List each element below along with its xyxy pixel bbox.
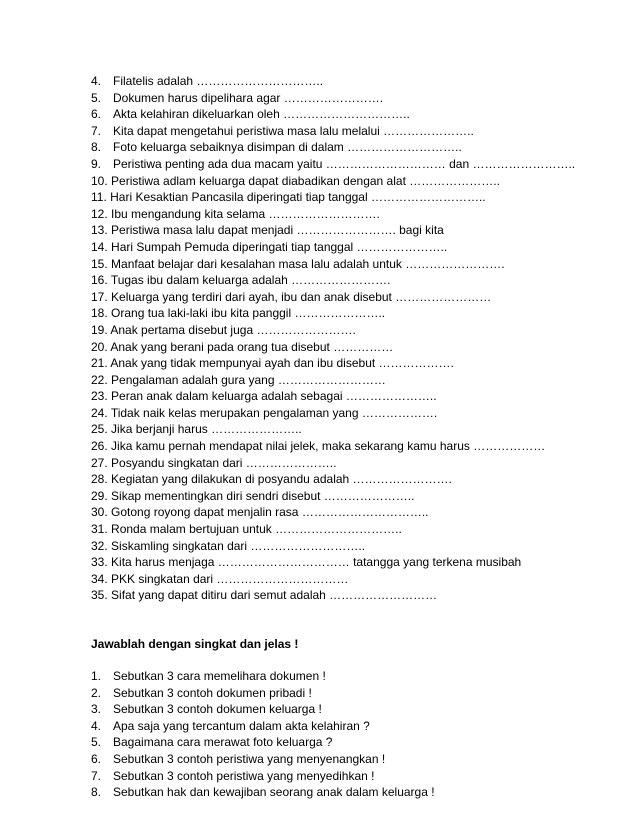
- item-number: 31.: [91, 522, 108, 537]
- fill-in-item: [91, 222, 621, 239]
- question-item: [91, 685, 621, 702]
- item-text: Filatelis adalah …………………………..: [113, 74, 324, 88]
- fill-in-item: [91, 438, 621, 455]
- item-text: Jika berjanji harus …………………..: [111, 422, 302, 437]
- question-item: [91, 768, 621, 785]
- item-number: 15.: [91, 256, 108, 271]
- item-number: 7.: [91, 768, 102, 783]
- fill-in-item: [91, 355, 621, 372]
- item-text: Peran anak dalam keluarga adalah sebagai …………………..: [111, 389, 437, 404]
- item-text: Siskamling singkatan dari ………………………..: [111, 538, 366, 553]
- item-number: 5.: [91, 90, 102, 105]
- item-text: Gotong royong dapat menjalin rasa …………………………..: [111, 505, 429, 520]
- fill-in-item: [91, 388, 621, 405]
- fill-in-item: [91, 189, 621, 206]
- item-number: 26.: [91, 439, 108, 454]
- fill-in-item: [91, 256, 621, 273]
- item-number: 22.: [91, 372, 108, 387]
- item-text: Sebutkan 3 contoh dokumen keluarga !: [113, 702, 322, 717]
- item-text: Manfaat belajar dari kesalahan masa lalu adalah untuk …………………….: [111, 256, 505, 271]
- item-number: 29.: [91, 488, 108, 503]
- item-number: 18.: [91, 306, 108, 321]
- item-number: 5.: [91, 735, 102, 750]
- item-text: Hari Sumpah Pemuda diperingati tiap tanggal …………………..: [111, 239, 448, 254]
- fill-in-item: [91, 471, 621, 488]
- item-text: Kegiatan yang dilakukan di posyandu adalah …………………….: [111, 472, 452, 487]
- item-text: Hari Kesaktian Pancasila diperingati tiap tanggal ………………………..: [110, 190, 486, 205]
- item-number: 33.: [91, 555, 108, 570]
- item-number: 4.: [91, 718, 102, 733]
- item-number: 35.: [91, 588, 108, 603]
- item-text: Jika kamu pernah mendapat nilai jelek, maka sekarang kamu harus ………………: [111, 439, 546, 454]
- item-number: 34.: [91, 571, 108, 586]
- item-text: Peristiwa adlam keluarga dapat diabadikan dengan alat …………………..: [111, 173, 500, 188]
- item-number: 20.: [91, 339, 108, 354]
- fill-in-item: [91, 90, 621, 107]
- item-number: 10.: [91, 173, 108, 188]
- item-text: Sebutkan hak dan kewajiban seorang anak dalam keluarga !: [113, 785, 435, 800]
- fill-in-item: [91, 272, 621, 289]
- fill-in-item: [91, 73, 621, 90]
- fill-in-item: [91, 239, 621, 256]
- fill-in-item: [91, 139, 621, 156]
- item-number: 32.: [91, 538, 108, 553]
- item-text: Tidak naik kelas merupakan pengalaman yang ……………….: [110, 405, 438, 420]
- fill-in-item: [91, 322, 621, 339]
- question-item: [91, 701, 621, 718]
- item-number: 12.: [91, 206, 108, 221]
- item-text: Peristiwa masa lalu dapat menjadi ……………………. bagi kita: [111, 223, 444, 238]
- item-text: Sebutkan 3 contoh dokumen pribadi !: [113, 685, 312, 700]
- fill-in-item: [91, 538, 621, 555]
- item-number: 6.: [91, 751, 102, 766]
- item-text: Sebutkan 3 contoh peristiwa yang menyedihkan !: [113, 768, 375, 783]
- item-number: 8.: [91, 140, 102, 155]
- item-number: 28.: [91, 472, 108, 487]
- worksheet: [91, 73, 621, 801]
- item-text: Sifat yang dapat ditiru dari semut adalah ………………………: [111, 588, 438, 603]
- fill-in-item: [91, 554, 621, 571]
- question-item: [91, 668, 621, 685]
- fill-in-item: [91, 405, 621, 422]
- item-text: Tugas ibu dalam keluarga adalah …………………….: [110, 273, 391, 288]
- item-number: 1.: [91, 669, 102, 683]
- fill-in-item: [91, 521, 621, 538]
- item-text: Orang tua laki-laki ibu kita panggil …………………..: [111, 306, 386, 321]
- item-text: Keluarga yang terdiri dari ayah, ibu dan anak disebut ……………………: [111, 289, 492, 304]
- question-item: [91, 718, 621, 735]
- item-number: 16.: [91, 273, 108, 288]
- item-number: 19.: [91, 322, 108, 337]
- question-item: [91, 784, 621, 801]
- item-text: Posyandu singkatan dari …………………..: [111, 455, 337, 470]
- item-text: Anak pertama disebut juga …………………….: [110, 322, 356, 337]
- item-number: 9.: [91, 156, 102, 171]
- item-text: Anak yang tidak mempunyai ayah dan ibu disebut ……………….: [110, 356, 454, 371]
- item-number: 14.: [91, 239, 108, 254]
- item-text: Anak yang berani pada orang tua disebut ……………: [110, 339, 394, 354]
- item-number: 24.: [91, 405, 108, 420]
- question-item: [91, 734, 621, 751]
- fill-in-item: [91, 372, 621, 389]
- item-number: 4.: [91, 74, 102, 88]
- item-number: 21.: [91, 356, 108, 371]
- item-text: Ronda malam bertujuan untuk …………………………..: [111, 522, 402, 537]
- fill-in-item: [91, 421, 621, 438]
- item-text: Peristiwa penting ada dua macam yaitu ………………………… dan ……………………..: [113, 156, 576, 171]
- fill-in-item: [91, 587, 621, 604]
- item-number: 27.: [91, 455, 108, 470]
- item-text: PKK singkatan dari ……………………………: [111, 571, 349, 586]
- fill-in-item: [91, 206, 621, 223]
- item-number: 8.: [91, 785, 102, 800]
- fill-in-item: [91, 156, 621, 173]
- item-number: 30.: [91, 505, 108, 520]
- fill-in-item: [91, 339, 621, 356]
- item-text: Apa saja yang tercantum dalam akta kelahiran ?: [113, 718, 370, 733]
- item-number: 25.: [91, 422, 108, 437]
- item-text: Sebutkan 3 contoh peristiwa yang menyenangkan !: [113, 751, 386, 766]
- fill-in-item: [91, 123, 621, 140]
- item-number: 7.: [91, 123, 102, 138]
- fill-in-item: [91, 571, 621, 588]
- item-number: 3.: [91, 702, 102, 717]
- item-text: Kita harus menjaga …………………………… tatangga yang terkena musibah: [111, 555, 522, 570]
- item-number: 2.: [91, 685, 102, 700]
- fill-in-item: [91, 488, 621, 505]
- item-text: Sebutkan 3 cara memelihara dokumen !: [113, 669, 326, 683]
- item-number: 6.: [91, 107, 102, 122]
- fill-in-item: [91, 289, 621, 306]
- item-text: Foto keluarga sebaiknya disimpan di dalam ………………………..: [113, 140, 462, 155]
- item-text: Sikap mementingkan diri sendri disebut …………………..: [111, 488, 415, 503]
- fill-in-item: [91, 173, 621, 190]
- question-item: [91, 751, 621, 768]
- item-number: 17.: [91, 289, 108, 304]
- item-text: Pengalaman adalah gura yang ………………………: [111, 372, 386, 387]
- item-text: Bagaimana cara merawat foto keluarga ?: [113, 735, 333, 750]
- item-text: Akta kelahiran dikeluarkan oleh …………………………..: [113, 107, 410, 122]
- item-number: 13.: [91, 223, 108, 238]
- item-text: Kita dapat mengetahui peristiwa masa lalu melalui …………………..: [113, 123, 474, 138]
- item-text: Dokumen harus dipelihara agar …………………….: [113, 90, 384, 105]
- fill-in-item: [91, 455, 621, 472]
- question-list: [91, 668, 621, 801]
- item-number: 23.: [91, 389, 108, 404]
- fill-in-item: [91, 305, 621, 322]
- fill-in-item: [91, 106, 621, 123]
- fill-in-list: [91, 73, 621, 604]
- item-text: Ibu mengandung kita selama ……………………….: [111, 206, 380, 221]
- item-number: 11.: [91, 190, 107, 205]
- fill-in-item: [91, 504, 621, 521]
- section-title: Jawablah dengan singkat dan jelas !: [91, 637, 299, 651]
